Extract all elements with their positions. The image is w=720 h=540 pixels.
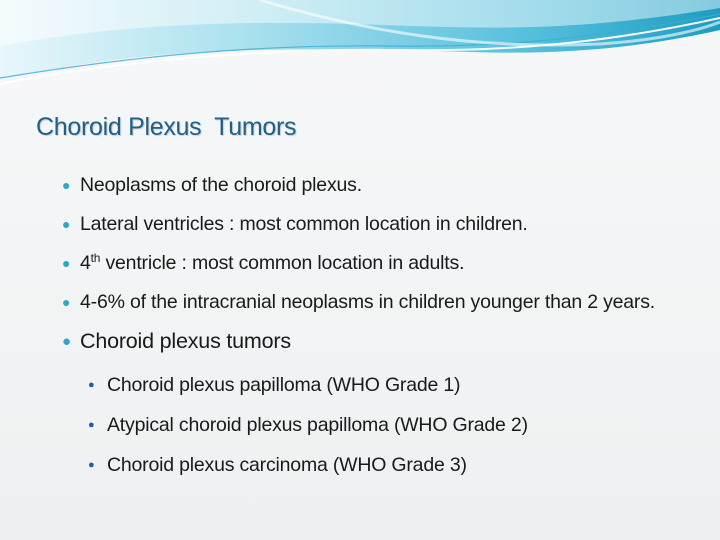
bullet-item-4 bbox=[60, 285, 680, 320]
bullet-text-4: 4-6% of the intracranial neoplasms in children younger than 2 years. bbox=[80, 291, 655, 313]
small-disc-bullet-icon: ● bbox=[88, 379, 95, 391]
sub-bullet-text-3: Choroid plexus carcinoma (WHO Grade 3) bbox=[107, 454, 467, 476]
bullet-item-3 bbox=[60, 246, 680, 281]
small-disc-bullet-icon: ● bbox=[88, 419, 95, 431]
bullet-text-3-superscript: th bbox=[90, 251, 101, 265]
header-wave-decoration bbox=[0, 0, 720, 100]
disc-bullet-icon: ● bbox=[62, 255, 71, 271]
small-disc-bullet-icon: ● bbox=[88, 459, 95, 471]
sub-bullet-item-2 bbox=[85, 405, 680, 445]
bullet-list bbox=[60, 168, 680, 485]
sub-bullet-text-2: Atypical choroid plexus papilloma (WHO Grade 2) bbox=[107, 414, 528, 436]
bullet-item-1 bbox=[60, 168, 680, 203]
sub-bullet-item-3 bbox=[85, 445, 680, 485]
sub-bullet-text-1: Choroid plexus papilloma (WHO Grade 1) bbox=[107, 374, 461, 396]
disc-bullet-icon: ● bbox=[62, 294, 71, 310]
bullet-item-5 bbox=[60, 324, 680, 359]
bullet-text-1: Neoplasms of the choroid plexus. bbox=[80, 174, 362, 196]
slide-title: Choroid Plexus Tumors bbox=[36, 113, 297, 141]
bullet-text-3-rest: ventricle : most common location in adults. bbox=[100, 252, 465, 274]
bullet-text-5: Choroid plexus tumors bbox=[80, 329, 291, 353]
bullet-text-2: Lateral ventricles : most common location in children. bbox=[80, 213, 528, 235]
disc-bullet-icon: ● bbox=[62, 333, 71, 350]
bullet-item-2 bbox=[60, 207, 680, 242]
disc-bullet-icon: ● bbox=[62, 177, 71, 193]
sub-bullet-item-1 bbox=[85, 365, 680, 405]
bullet-text-3-prefix: 4 bbox=[80, 252, 91, 274]
disc-bullet-icon: ● bbox=[62, 216, 71, 232]
